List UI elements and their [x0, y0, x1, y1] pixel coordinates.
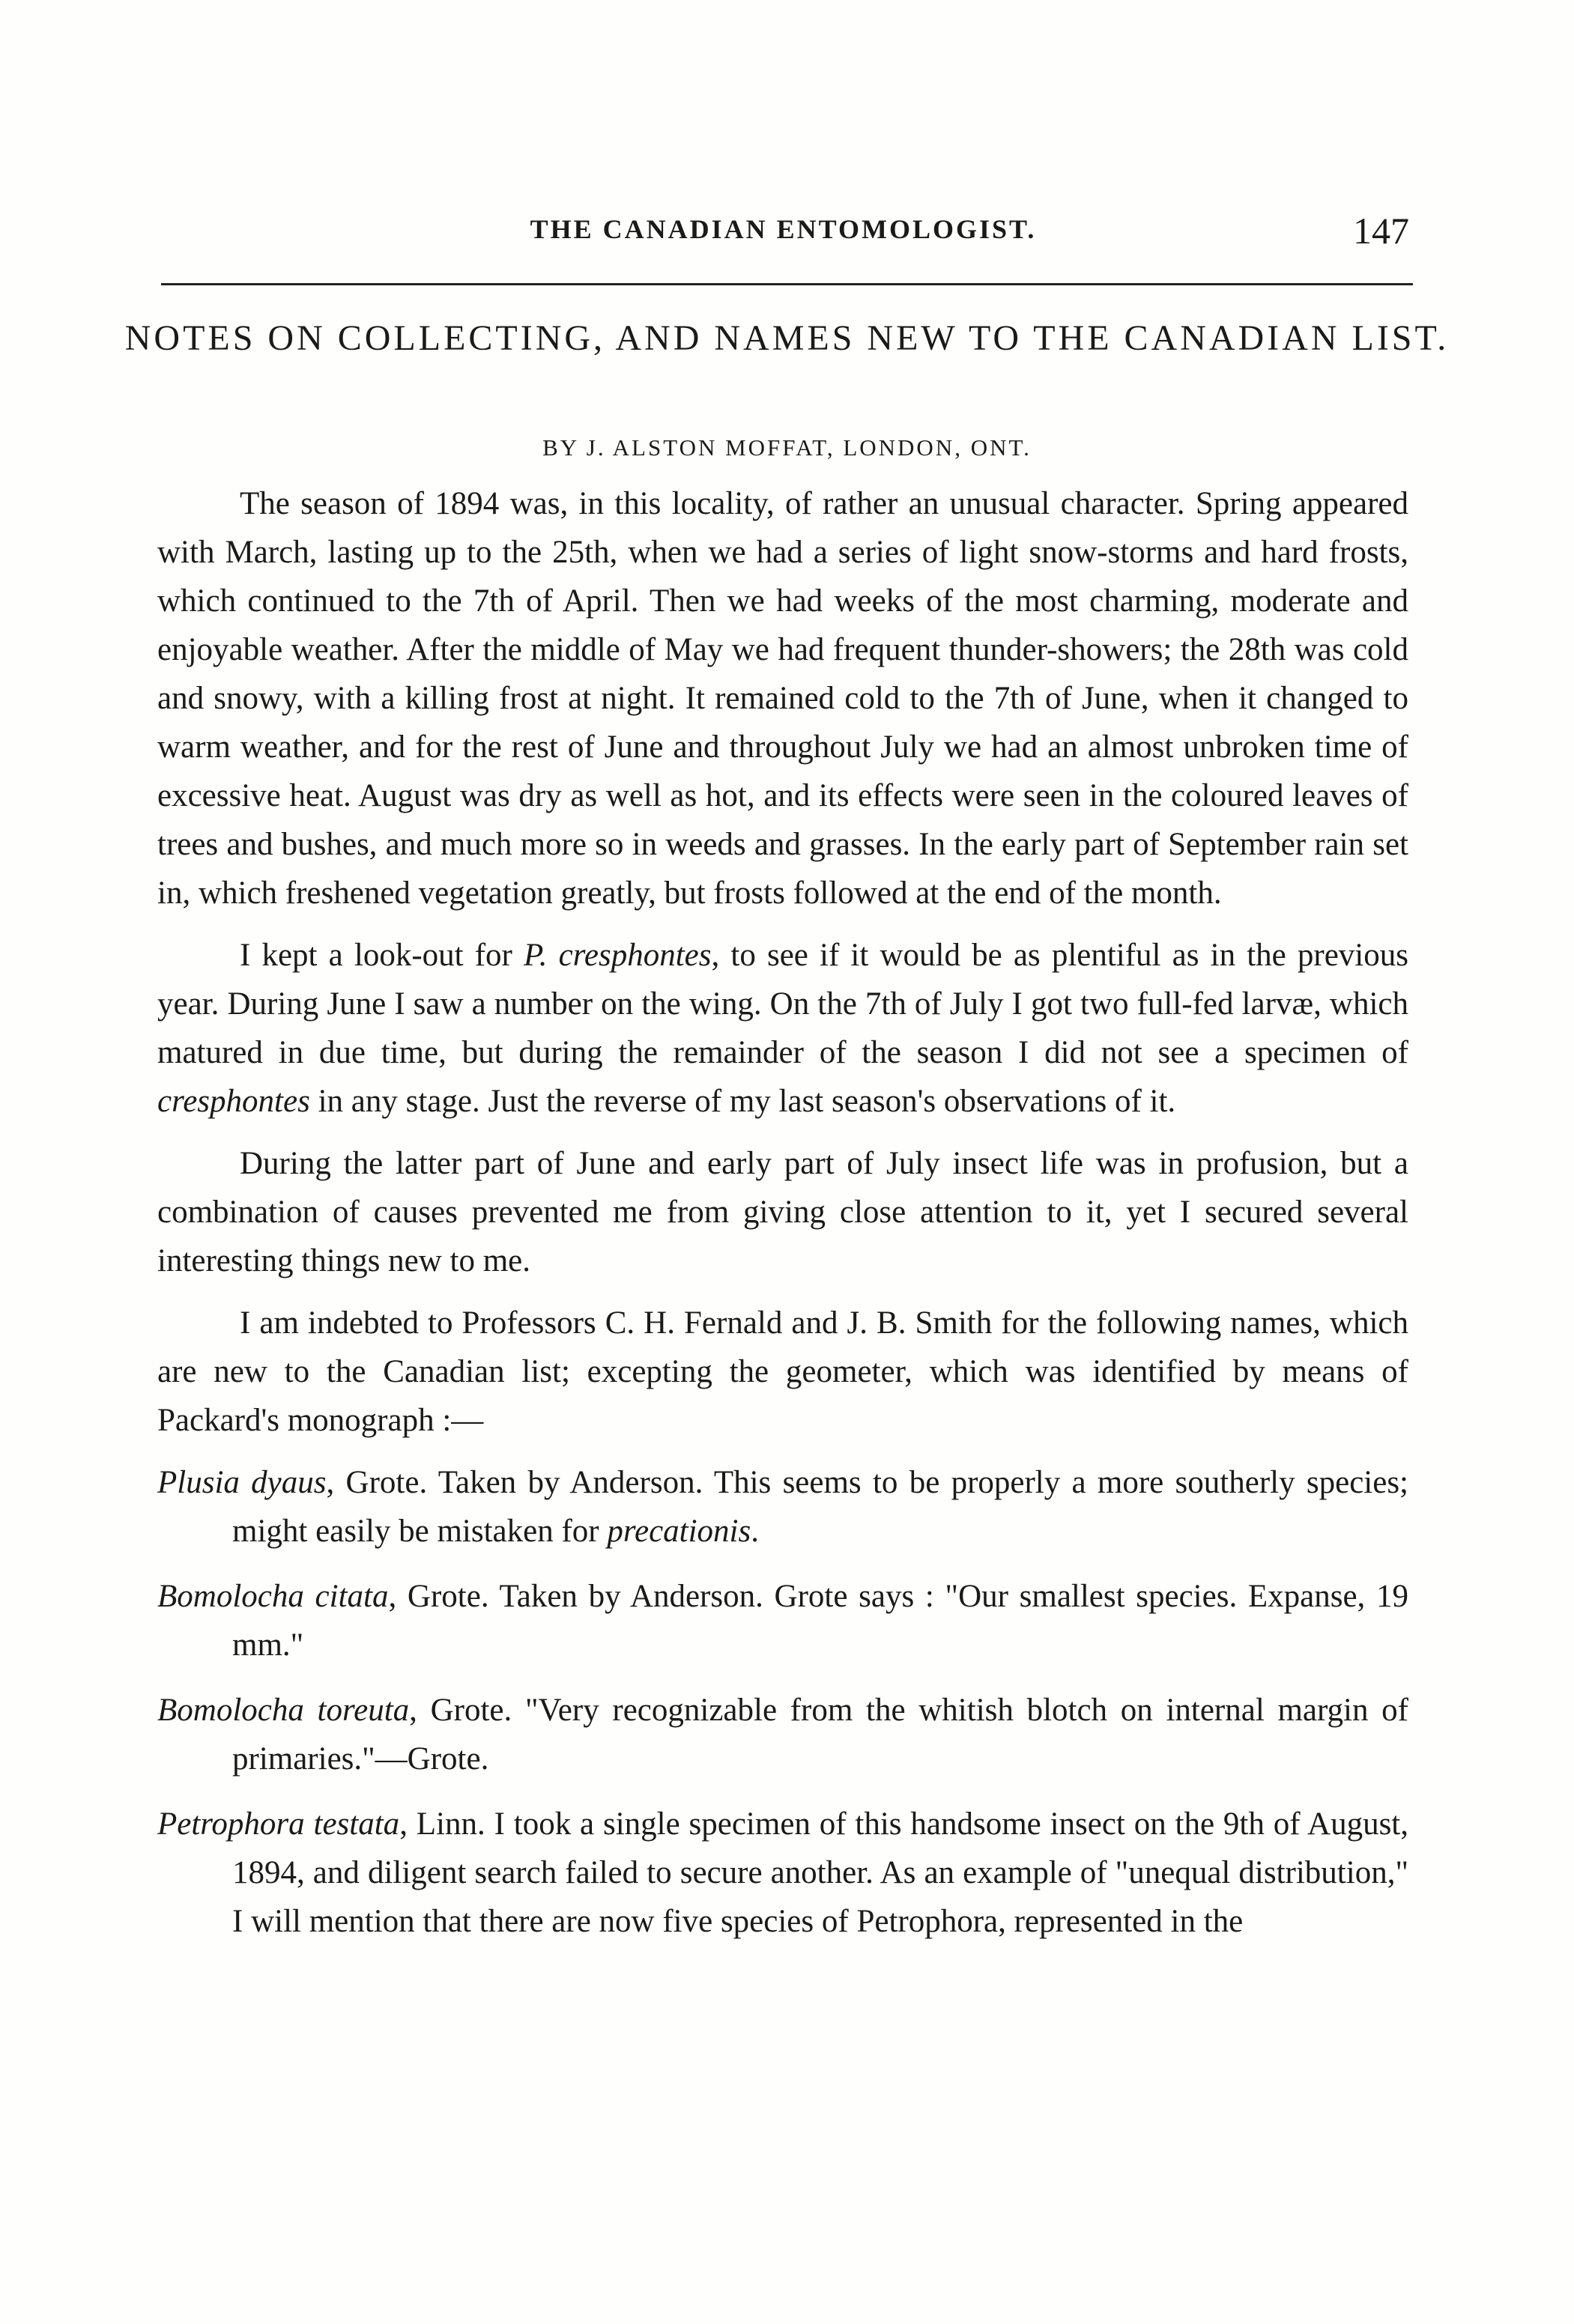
article-title: NOTES ON COLLECTING, AND NAMES NEW TO THE CANADIAN LIST. [124, 318, 1450, 358]
species-entry: Bomolocha citata, Grote. Taken by Anderson. Grote says : "Our smallest species. Expanse, 19 mm." [157, 1579, 1408, 1663]
species-name: Petrophora testata [157, 1806, 400, 1842]
species-name: cresphontes [157, 1084, 310, 1119]
article-body [157, 479, 1408, 1962]
paragraph: I kept a look-out for P. cresphontes, to see if it would be as plentiful as in the previous year. During June I saw a number on the wing. On the 7th of July I got two full-fed larvæ, which matured in due time, but during the remainder of the season I did not see a specimen of cresphontes in any stage. Just the reverse of my last season's observations of it. [157, 938, 1408, 1119]
species-name: Bomolocha citata [157, 1579, 389, 1614]
journal-title: THE CANADIAN ENTOMOLOGIST. [530, 214, 1037, 244]
species-name: Plusia dyaus [157, 1465, 327, 1500]
species-name: Bomolocha toreuta [157, 1693, 410, 1728]
running-head [157, 210, 1409, 266]
header-rule [161, 283, 1413, 285]
page-number: 147 [1353, 210, 1409, 252]
paragraph: The season of 1894 was, in this locality, of rather an unusual character. Spring appeared with March, lasting up to the 25th, when we had a series of light snow-storms and hard frosts, which continued to the 7th of April. Then we had weeks of the most charming, moderate and enjoyable weather. After the middle of May we had frequent thunder-showers; the 28th was cold and snowy, with a killing frost at night. It remained cold to the 7th of June, when it changed to warm weather, and for the rest of June and throughout July we had an almost unbroken time of excessive heat. August was dry as well as hot, and its effects were seen in the coloured leaves of trees and bushes, and much more so in weeds and grasses. In the early part of September rain set in, which freshened vegetation greatly, but frosts followed at the end of the month. [157, 486, 1408, 911]
species-name: P. cresphontes [524, 938, 712, 973]
article-byline: BY J. ALSTON MOFFAT, LONDON, ONT. [542, 434, 1032, 461]
paragraph: During the latter part of June and early part of July insect life was in profusion, but a combination of causes prevented me from giving close attention to it, yet I secured several interesting things new to me. [157, 1146, 1408, 1278]
species-entry: Bomolocha toreuta, Grote. "Very recognizable from the whitish blotch on internal margin of primaries."—Grote. [157, 1693, 1409, 1777]
species-name: precationis [607, 1514, 751, 1549]
species-entry: Plusia dyaus, Grote. Taken by Anderson. This seems to be properly a more southerly species; might easily be mistaken for precationis. [157, 1465, 1408, 1549]
species-entry: Petrophora testata, Linn. I took a single specimen of this handsome insect on the 9th of August, 1894, and diligent search failed to secure another. As an example of "unequal distribution," I will mention that there are now five species of Petrophora, represented in the [157, 1806, 1408, 1939]
paragraph: I am indebted to Professors C. H. Fernald and J. B. Smith for the following names, which are new to the Canadian list; excepting the geometer, which was identified by means of Packard's monograph :— [157, 1305, 1408, 1438]
